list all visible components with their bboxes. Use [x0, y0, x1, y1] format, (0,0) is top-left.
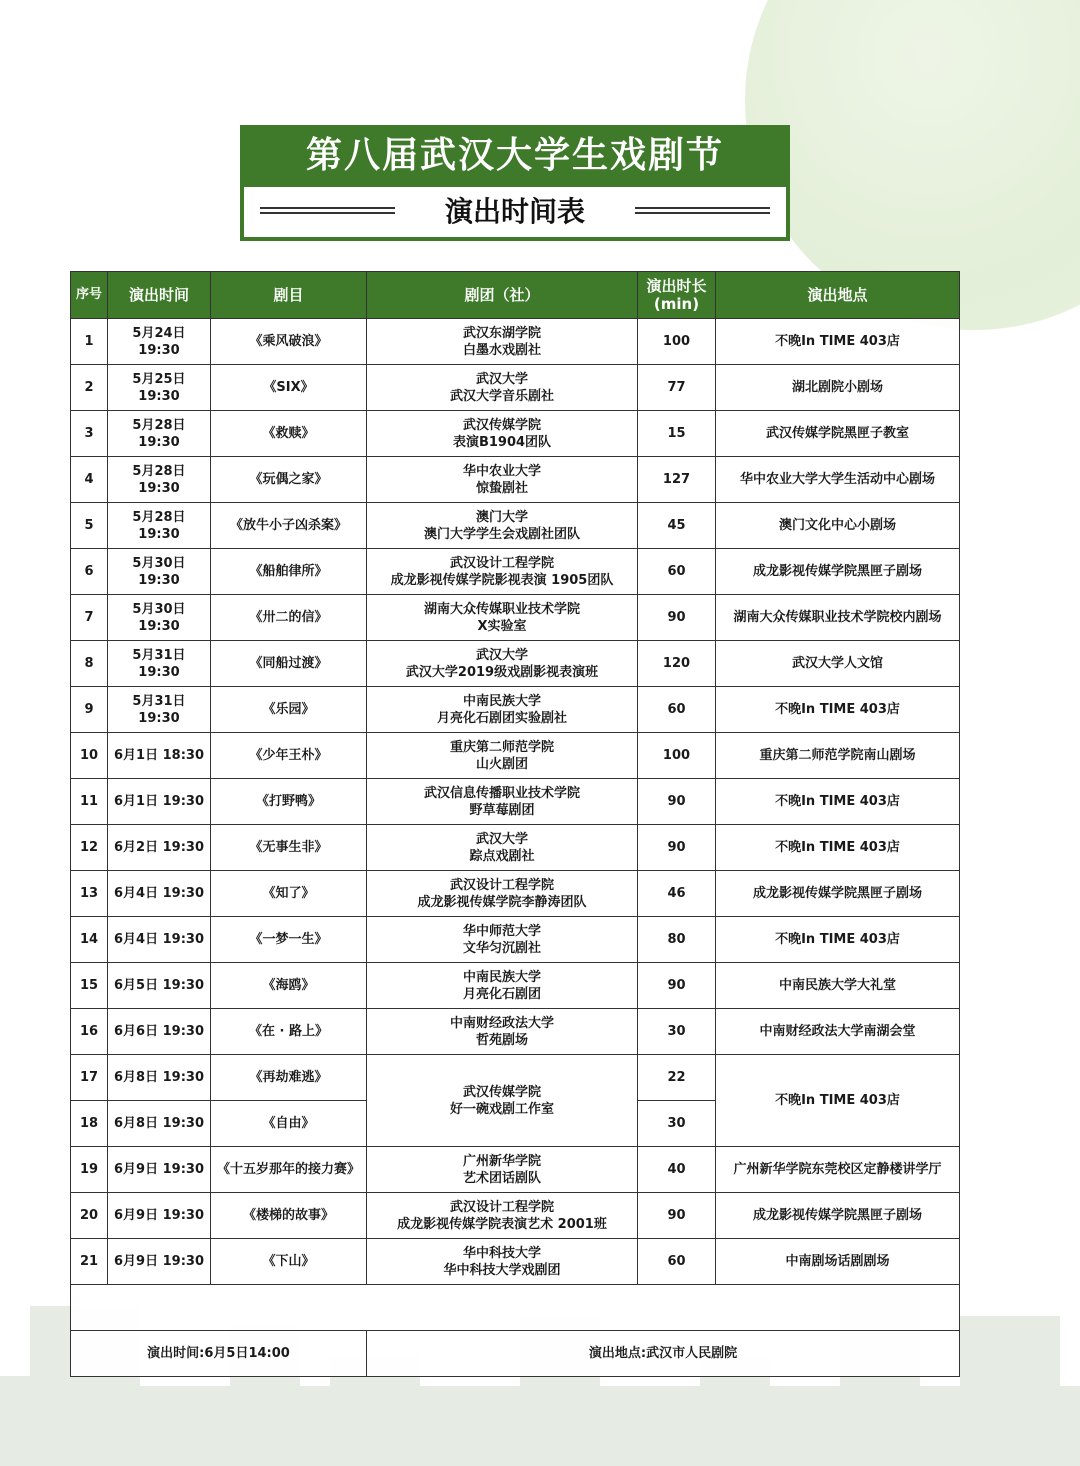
- special-section-row: [71, 1285, 960, 1331]
- cell-duration: 40: [638, 1147, 716, 1193]
- cell-venue: 不晚In TIME 403店: [716, 825, 960, 871]
- troupe-line: 山火剧团: [475, 756, 528, 772]
- cell-time: 6月1日 18:30: [108, 733, 211, 779]
- cell-play: 《乐园》: [211, 687, 367, 733]
- cell-play: 《放牛小子凶杀案》: [211, 503, 367, 549]
- cell-venue: 广州新华学院东莞校区定静楼讲学厅: [716, 1147, 960, 1193]
- cell-venue: 不晚In TIME 403店: [716, 1055, 960, 1147]
- special-info-row: [71, 1331, 960, 1377]
- cell-seq: 18: [71, 1101, 108, 1147]
- table-row: [71, 365, 960, 411]
- cell-venue: 华中农业大学大学生活动中心剧场: [716, 457, 960, 503]
- cell-time: 6月5日 19:30: [108, 963, 211, 1009]
- troupe-line: 月亮化石剧团实验剧社: [436, 710, 567, 726]
- cell-troupe: [367, 871, 638, 917]
- cell-duration: 60: [638, 1239, 716, 1285]
- troupe-line: 武汉设计工程学院: [449, 877, 554, 893]
- cell-venue: 湖北剧院小剧场: [716, 365, 960, 411]
- cell-seq: 1: [71, 319, 108, 365]
- cell-seq: 2: [71, 365, 108, 411]
- cell-troupe: [367, 779, 638, 825]
- troupe-line: 武汉大学2019级戏剧影视表演班: [405, 664, 599, 680]
- table-row: [71, 595, 960, 641]
- cell-venue: 湖南大众传媒职业技术学院校内剧场: [716, 595, 960, 641]
- cell-troupe: [367, 365, 638, 411]
- troupe-line: 艺术团话剧队: [462, 1170, 541, 1186]
- col-header-duration: 演出时长 (min): [638, 272, 716, 319]
- cell-venue: 不晚In TIME 403店: [716, 319, 960, 365]
- cell-play: 《救赎》: [211, 411, 367, 457]
- col-header-venue: 演出地点: [716, 272, 960, 319]
- troupe-line: 武汉大学: [475, 647, 528, 663]
- right-double-line: [635, 207, 770, 214]
- troupe-line: X实验室: [477, 618, 527, 634]
- cell-duration: 90: [638, 963, 716, 1009]
- cell-time: 5月28日 19:30: [108, 503, 211, 549]
- cell-seq: 14: [71, 917, 108, 963]
- page-subtitle: 演出时间表: [444, 195, 585, 228]
- troupe-line: 华中科技大学戏剧团: [443, 1262, 561, 1278]
- cell-time: 6月9日 19:30: [108, 1239, 211, 1285]
- cell-play: 《海鸥》: [211, 963, 367, 1009]
- cell-duration: 45: [638, 503, 716, 549]
- cell-troupe: [367, 1009, 638, 1055]
- troupe-line: 武汉大学: [475, 831, 528, 847]
- cell-duration: 127: [638, 457, 716, 503]
- cell-duration: 90: [638, 595, 716, 641]
- table-row: [71, 641, 960, 687]
- cell-venue: 不晚In TIME 403店: [716, 917, 960, 963]
- troupe-line: 武汉大学音乐剧社: [449, 388, 554, 404]
- cell-time: 6月4日 19:30: [108, 917, 211, 963]
- cell-venue: 澳门文化中心小剧场: [716, 503, 960, 549]
- cell-time: 6月4日 19:30: [108, 871, 211, 917]
- troupe-line: 武汉东湖学院: [462, 325, 541, 341]
- cell-duration: 77: [638, 365, 716, 411]
- cell-play: 《乘风破浪》: [211, 319, 367, 365]
- special-venue: 演出地点:武汉市人民剧院: [367, 1331, 960, 1377]
- troupe-line: 武汉设计工程学院: [449, 1199, 554, 1215]
- cell-play: 《同船过渡》: [211, 641, 367, 687]
- cell-seq: 9: [71, 687, 108, 733]
- cell-time: 5月31日 19:30: [108, 641, 211, 687]
- troupe-line: 澳门大学学生会戏剧社团队: [423, 526, 580, 542]
- table-row: [71, 411, 960, 457]
- cell-duration: 30: [638, 1009, 716, 1055]
- cell-time: 6月1日 19:30: [108, 779, 211, 825]
- troupe-line: 成龙影视传媒学院表演艺术 2001班: [397, 1216, 607, 1232]
- cell-play: 《再劫难逃》: [211, 1055, 367, 1101]
- troupe-line: 广州新华学院: [462, 1153, 541, 1169]
- cell-seq: 15: [71, 963, 108, 1009]
- troupe-line: 湖南大众传媒职业技术学院: [423, 601, 580, 617]
- schedule-table: [70, 271, 960, 1377]
- cell-duration: 15: [638, 411, 716, 457]
- page-title: 第八届武汉大学生戏剧节: [305, 135, 724, 176]
- troupe-line: 华中农业大学: [462, 463, 541, 479]
- cell-duration: 60: [638, 687, 716, 733]
- cell-play: 《下山》: [211, 1239, 367, 1285]
- table-row: [71, 503, 960, 549]
- col-header-play: 剧目: [211, 272, 367, 319]
- table-row: [71, 1009, 960, 1055]
- table-row: [71, 1239, 960, 1285]
- table-row: [71, 319, 960, 365]
- cell-play: 《无事生非》: [211, 825, 367, 871]
- cell-troupe: [367, 1147, 638, 1193]
- troupe-line: 武汉传媒学院: [462, 1084, 541, 1100]
- cell-time: 5月24日 19:30: [108, 319, 211, 365]
- cell-seq: 19: [71, 1147, 108, 1193]
- cell-venue: 重庆第二师范学院南山剧场: [716, 733, 960, 779]
- table-row: [71, 733, 960, 779]
- cell-troupe: [367, 549, 638, 595]
- cell-seq: 6: [71, 549, 108, 595]
- cell-venue: 中南民族大学大礼堂: [716, 963, 960, 1009]
- cell-time: 5月28日 19:30: [108, 411, 211, 457]
- table-row: [71, 917, 960, 963]
- cell-troupe: [367, 733, 638, 779]
- cell-seq: 12: [71, 825, 108, 871]
- cell-seq: 20: [71, 1193, 108, 1239]
- troupe-line: 重庆第二师范学院: [449, 739, 554, 755]
- troupe-line: 惊蛰剧社: [475, 480, 528, 496]
- cell-troupe: [367, 595, 638, 641]
- cell-seq: 21: [71, 1239, 108, 1285]
- cell-venue: 武汉传媒学院黑匣子教室: [716, 411, 960, 457]
- cell-venue: 成龙影视传媒学院黑匣子剧场: [716, 871, 960, 917]
- cell-duration: 90: [638, 825, 716, 871]
- cell-play: 《十五岁那年的接力赛》: [211, 1147, 367, 1193]
- table-row: [71, 457, 960, 503]
- special-section-title: 戏曲专场展演: [71, 1285, 960, 1331]
- troupe-line: 白墨水戏剧社: [462, 342, 541, 358]
- cell-play: 《少年王朴》: [211, 733, 367, 779]
- cell-troupe: [367, 411, 638, 457]
- cell-seq: 5: [71, 503, 108, 549]
- troupe-line: 好一碗戏剧工作室: [449, 1101, 554, 1117]
- cell-time: 5月30日 19:30: [108, 549, 211, 595]
- troupe-line: 华中师范大学: [462, 923, 541, 939]
- cell-seq: 4: [71, 457, 108, 503]
- troupe-line: 华中科技大学: [462, 1245, 541, 1261]
- troupe-line: 文华匀沉剧社: [462, 940, 541, 956]
- cell-play: 《卅二的信》: [211, 595, 367, 641]
- table-row: [71, 1147, 960, 1193]
- cell-play: 《玩偶之家》: [211, 457, 367, 503]
- cell-troupe: [367, 641, 638, 687]
- cell-troupe: [367, 319, 638, 365]
- cell-time: 5月25日 19:30: [108, 365, 211, 411]
- cell-seq: 11: [71, 779, 108, 825]
- table-row: [71, 871, 960, 917]
- cell-duration: 100: [638, 319, 716, 365]
- title-banner: [240, 125, 790, 241]
- cell-play: 《一梦一生》: [211, 917, 367, 963]
- cell-seq: 3: [71, 411, 108, 457]
- troupe-line: 中南财经政法大学: [449, 1015, 554, 1031]
- cell-troupe: [367, 687, 638, 733]
- cell-troupe: [367, 1193, 638, 1239]
- table-row: [71, 825, 960, 871]
- cell-duration: 90: [638, 1193, 716, 1239]
- cell-troupe: [367, 825, 638, 871]
- troupe-line: 野草莓剧团: [469, 802, 535, 818]
- troupe-line: 表演B1904团队: [452, 434, 552, 450]
- cell-venue: 中南财经政法大学南湖会堂: [716, 1009, 960, 1055]
- troupe-line: 武汉大学: [475, 371, 528, 387]
- cell-venue: 武汉大学人文馆: [716, 641, 960, 687]
- cell-troupe: [367, 1239, 638, 1285]
- cell-seq: 8: [71, 641, 108, 687]
- cell-venue: 中南剧场话剧剧场: [716, 1239, 960, 1285]
- subtitle-box: [244, 187, 786, 237]
- cell-time: 5月30日 19:30: [108, 595, 211, 641]
- troupe-line: 武汉传媒学院: [462, 417, 541, 433]
- cell-venue: 不晚In TIME 403店: [716, 687, 960, 733]
- cell-troupe: [367, 457, 638, 503]
- cell-venue: 成龙影视传媒学院黑匣子剧场: [716, 1193, 960, 1239]
- cell-seq: 7: [71, 595, 108, 641]
- table-row: [71, 1193, 960, 1239]
- table-row: [71, 779, 960, 825]
- troupe-line: 中南民族大学: [462, 969, 541, 985]
- cell-seq: 17: [71, 1055, 108, 1101]
- troupe-line: 中南民族大学: [462, 693, 541, 709]
- cell-troupe: [367, 1055, 638, 1147]
- cell-seq: 10: [71, 733, 108, 779]
- troupe-line: 成龙影视传媒学院影视表演 1905团队: [390, 572, 614, 588]
- cell-venue: 不晚In TIME 403店: [716, 779, 960, 825]
- cell-duration: 46: [638, 871, 716, 917]
- cell-duration: 90: [638, 779, 716, 825]
- cell-duration: 80: [638, 917, 716, 963]
- cell-play: 《打野鸭》: [211, 779, 367, 825]
- cell-play: 《自由》: [211, 1101, 367, 1147]
- special-time: 演出时间:6月5日14:00: [71, 1331, 367, 1377]
- cell-venue: 成龙影视传媒学院黑匣子剧场: [716, 549, 960, 595]
- cell-seq: 16: [71, 1009, 108, 1055]
- cell-time: 5月28日 19:30: [108, 457, 211, 503]
- cell-troupe: [367, 917, 638, 963]
- troupe-line: 成龙影视传媒学院李静涛团队: [417, 894, 587, 910]
- cell-time: 6月8日 19:30: [108, 1055, 211, 1101]
- cell-duration: 60: [638, 549, 716, 595]
- cell-play: 《船舶律所》: [211, 549, 367, 595]
- cell-time: 6月9日 19:30: [108, 1193, 211, 1239]
- cell-time: 6月2日 19:30: [108, 825, 211, 871]
- col-header-seq: 序号: [71, 272, 108, 319]
- cell-time: 6月6日 19:30: [108, 1009, 211, 1055]
- troupe-line: 哲苑剧场: [475, 1032, 528, 1048]
- cell-play: 《知了》: [211, 871, 367, 917]
- troupe-line: 月亮化石剧团: [462, 986, 541, 1002]
- table-header-row: [71, 272, 960, 319]
- troupe-line: 踪点戏剧社: [469, 848, 535, 864]
- troupe-line: 武汉信息传播职业技术学院: [423, 785, 580, 801]
- cell-duration: 30: [638, 1101, 716, 1147]
- troupe-line: 澳门大学: [475, 509, 528, 525]
- cell-duration: 100: [638, 733, 716, 779]
- table-row: [71, 1055, 960, 1101]
- cell-duration: 22: [638, 1055, 716, 1101]
- cell-play: 《在 · 路上》: [211, 1009, 367, 1055]
- cell-seq: 13: [71, 871, 108, 917]
- table-row: [71, 687, 960, 733]
- troupe-line: 武汉设计工程学院: [449, 555, 554, 571]
- cell-troupe: [367, 503, 638, 549]
- cell-play: 《SIX》: [211, 365, 367, 411]
- table-row: [71, 549, 960, 595]
- cell-duration: 120: [638, 641, 716, 687]
- cell-time: 6月9日 19:30: [108, 1147, 211, 1193]
- cell-troupe: [367, 963, 638, 1009]
- table-row: [71, 963, 960, 1009]
- cell-time: 5月31日 19:30: [108, 687, 211, 733]
- col-header-troupe: 剧团（社）: [367, 272, 638, 319]
- cell-play: 《楼梯的故事》: [211, 1193, 367, 1239]
- cell-time: 6月8日 19:30: [108, 1101, 211, 1147]
- col-header-time: 演出时间: [108, 272, 211, 319]
